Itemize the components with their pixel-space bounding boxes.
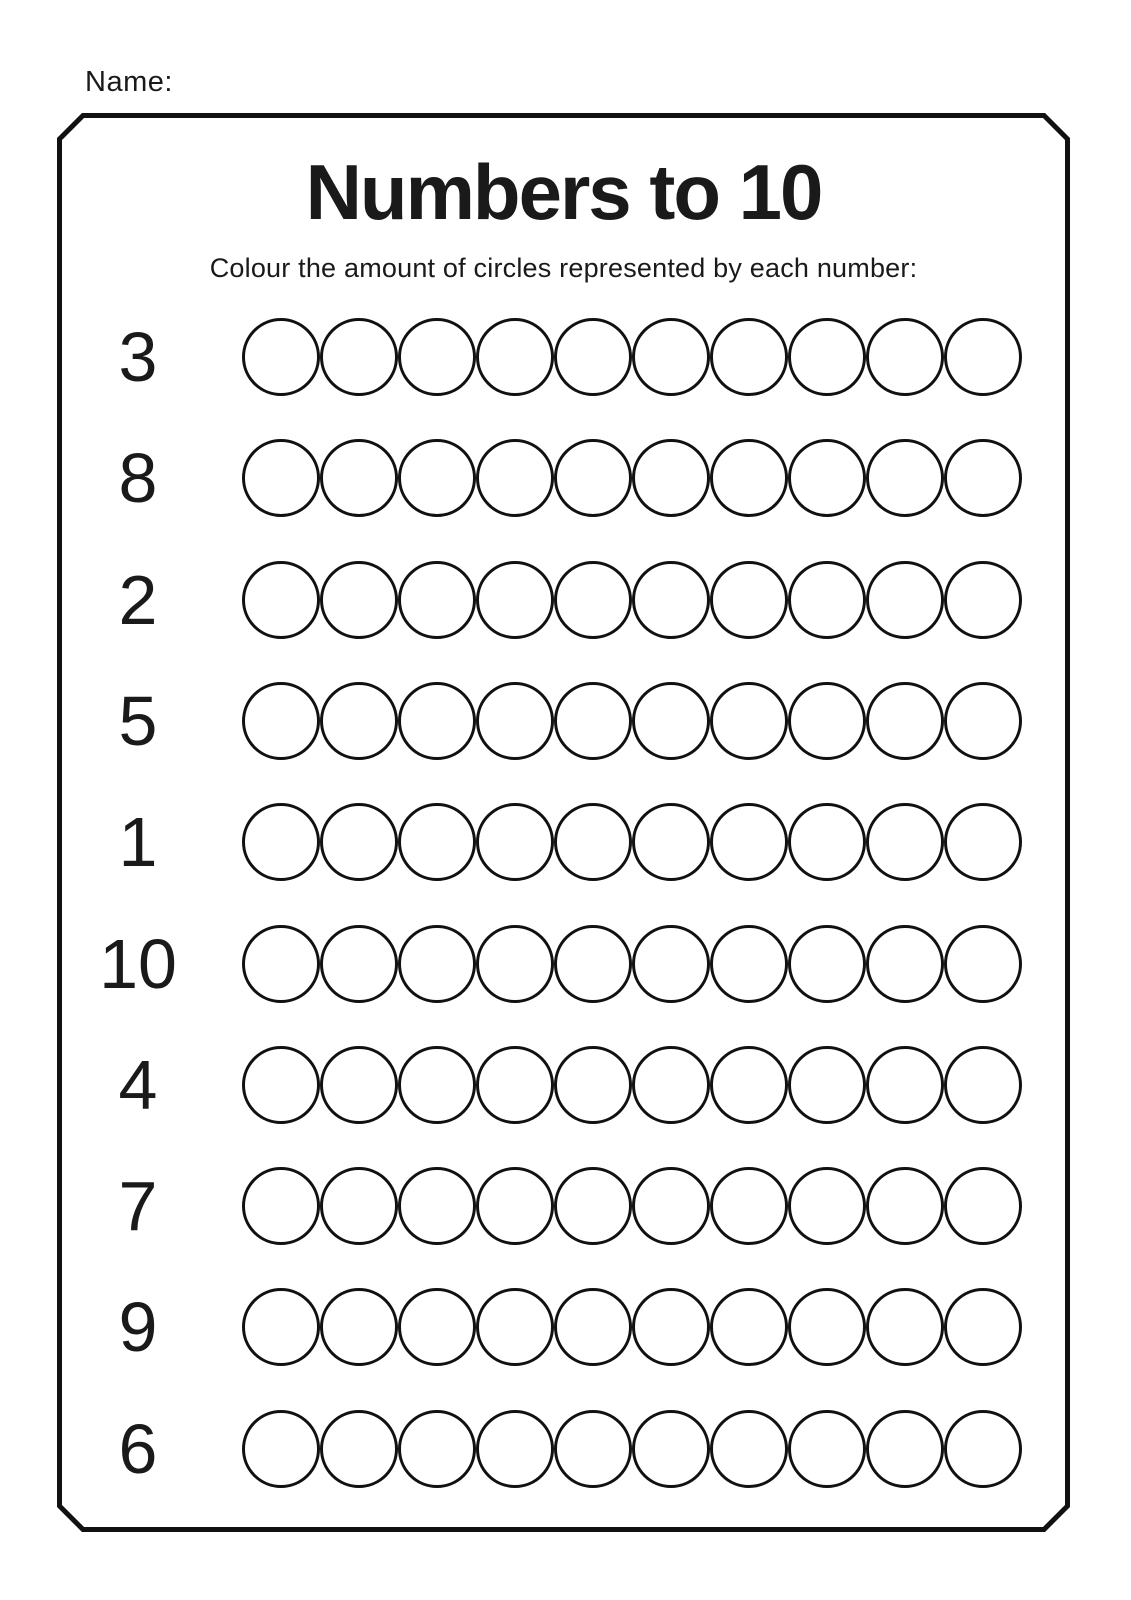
colour-circle[interactable] (242, 682, 320, 760)
worksheet-frame (57, 113, 1070, 1532)
row-number: 2 (118, 560, 158, 639)
colour-circle[interactable] (788, 1410, 866, 1488)
colour-circle[interactable] (632, 1410, 710, 1488)
colour-circle[interactable] (710, 1167, 788, 1245)
row-number: 6 (118, 1409, 158, 1488)
colour-circle[interactable] (242, 318, 320, 396)
colour-circle[interactable] (242, 803, 320, 881)
row-number: 1 (118, 803, 158, 882)
colour-circle[interactable] (788, 561, 866, 639)
colour-circle[interactable] (944, 561, 1022, 639)
circles-row (242, 803, 1022, 881)
colour-circle[interactable] (476, 925, 554, 1003)
colour-circle[interactable] (320, 925, 398, 1003)
colour-circle[interactable] (632, 318, 710, 396)
colour-circle[interactable] (632, 1046, 710, 1124)
colour-circle[interactable] (476, 439, 554, 517)
colour-circle[interactable] (476, 1288, 554, 1366)
colour-circle[interactable] (710, 1288, 788, 1366)
colour-circle[interactable] (866, 803, 944, 881)
colour-circle[interactable] (554, 803, 632, 881)
circles-row (242, 318, 1022, 396)
worksheet-title: Numbers to 10 (305, 148, 822, 236)
colour-circle[interactable] (944, 439, 1022, 517)
colour-circle[interactable] (398, 561, 476, 639)
colour-circle[interactable] (944, 1410, 1022, 1488)
row-number: 4 (118, 1045, 158, 1124)
colour-circle[interactable] (944, 1288, 1022, 1366)
colour-circle[interactable] (710, 1410, 788, 1488)
worksheet-row (57, 439, 1070, 517)
colour-circle[interactable] (788, 803, 866, 881)
colour-circle[interactable] (398, 1167, 476, 1245)
colour-circle[interactable] (554, 925, 632, 1003)
circles-row (242, 1410, 1022, 1488)
colour-circle[interactable] (242, 1410, 320, 1488)
row-number: 5 (118, 681, 158, 760)
colour-circle[interactable] (710, 318, 788, 396)
colour-circle[interactable] (866, 439, 944, 517)
colour-circle[interactable] (710, 1046, 788, 1124)
colour-circle[interactable] (320, 1410, 398, 1488)
colour-circle[interactable] (788, 925, 866, 1003)
colour-circle[interactable] (554, 682, 632, 760)
circles-row (242, 1288, 1022, 1366)
colour-circle[interactable] (242, 1288, 320, 1366)
colour-circle[interactable] (554, 561, 632, 639)
colour-circle[interactable] (398, 803, 476, 881)
colour-circle[interactable] (554, 1167, 632, 1245)
colour-circle[interactable] (788, 318, 866, 396)
colour-circle[interactable] (242, 1167, 320, 1245)
colour-circle[interactable] (788, 1167, 866, 1245)
colour-circle[interactable] (632, 925, 710, 1003)
colour-circle[interactable] (866, 1167, 944, 1245)
colour-circle[interactable] (944, 318, 1022, 396)
row-number: 8 (118, 439, 158, 518)
colour-circle[interactable] (398, 925, 476, 1003)
worksheet-row (57, 682, 1070, 760)
colour-circle[interactable] (476, 803, 554, 881)
colour-circle[interactable] (710, 561, 788, 639)
colour-circle[interactable] (866, 1288, 944, 1366)
colour-circle[interactable] (788, 439, 866, 517)
worksheet-row (57, 561, 1070, 639)
circles-row (242, 561, 1022, 639)
colour-circle[interactable] (866, 925, 944, 1003)
colour-circle[interactable] (320, 803, 398, 881)
colour-circle[interactable] (398, 1046, 476, 1124)
colour-circle[interactable] (398, 1410, 476, 1488)
colour-circle[interactable] (632, 1167, 710, 1245)
colour-circle[interactable] (788, 682, 866, 760)
circles-row (242, 682, 1022, 760)
colour-circle[interactable] (944, 682, 1022, 760)
colour-circle[interactable] (866, 682, 944, 760)
colour-circle[interactable] (866, 318, 944, 396)
colour-circle[interactable] (632, 1288, 710, 1366)
colour-circle[interactable] (866, 1410, 944, 1488)
colour-circle[interactable] (398, 1288, 476, 1366)
colour-circle[interactable] (866, 1046, 944, 1124)
worksheet-row (57, 318, 1070, 396)
colour-circle[interactable] (710, 803, 788, 881)
colour-circle[interactable] (710, 925, 788, 1003)
colour-circle[interactable] (320, 318, 398, 396)
colour-circle[interactable] (242, 439, 320, 517)
colour-circle[interactable] (866, 561, 944, 639)
row-number: 9 (118, 1288, 158, 1367)
rows-container (57, 113, 1070, 1532)
colour-circle[interactable] (944, 803, 1022, 881)
colour-circle[interactable] (242, 561, 320, 639)
colour-circle[interactable] (632, 803, 710, 881)
worksheet-row (57, 1167, 1070, 1245)
colour-circle[interactable] (554, 1288, 632, 1366)
colour-circle[interactable] (320, 1167, 398, 1245)
colour-circle[interactable] (554, 318, 632, 396)
circles-row (242, 1046, 1022, 1124)
worksheet-row (57, 1046, 1070, 1124)
colour-circle[interactable] (242, 925, 320, 1003)
colour-circle[interactable] (632, 561, 710, 639)
colour-circle[interactable] (398, 682, 476, 760)
colour-circle[interactable] (944, 925, 1022, 1003)
colour-circle[interactable] (710, 682, 788, 760)
colour-circle[interactable] (554, 439, 632, 517)
colour-circle[interactable] (788, 1046, 866, 1124)
worksheet-row (57, 803, 1070, 881)
colour-circle[interactable] (320, 439, 398, 517)
colour-circle[interactable] (476, 682, 554, 760)
circles-row (242, 925, 1022, 1003)
colour-circle[interactable] (788, 1288, 866, 1366)
row-number: 7 (118, 1167, 158, 1246)
colour-circle[interactable] (320, 1288, 398, 1366)
colour-circle[interactable] (632, 682, 710, 760)
worksheet-row (57, 1410, 1070, 1488)
circles-row (242, 439, 1022, 517)
name-label: Name: (85, 66, 173, 98)
row-number: 3 (118, 318, 158, 396)
colour-circle[interactable] (320, 1046, 398, 1124)
colour-circle[interactable] (944, 1046, 1022, 1124)
colour-circle[interactable] (554, 1410, 632, 1488)
worksheet-row (57, 925, 1070, 1003)
colour-circle[interactable] (242, 1046, 320, 1124)
row-number: 10 (99, 924, 177, 1003)
worksheet-row (57, 1288, 1070, 1366)
colour-circle[interactable] (398, 318, 476, 396)
colour-circle[interactable] (476, 318, 554, 396)
colour-circle[interactable] (476, 561, 554, 639)
colour-circle[interactable] (320, 561, 398, 639)
colour-circle[interactable] (944, 1167, 1022, 1245)
colour-circle[interactable] (476, 1046, 554, 1124)
colour-circle[interactable] (320, 682, 398, 760)
colour-circle[interactable] (476, 1167, 554, 1245)
colour-circle[interactable] (632, 439, 710, 517)
colour-circle[interactable] (476, 1410, 554, 1488)
circles-row (242, 1167, 1022, 1245)
colour-circle[interactable] (710, 439, 788, 517)
worksheet-instruction: Colour the amount of circles represented by each number: (209, 253, 918, 283)
colour-circle[interactable] (554, 1046, 632, 1124)
colour-circle[interactable] (398, 439, 476, 517)
